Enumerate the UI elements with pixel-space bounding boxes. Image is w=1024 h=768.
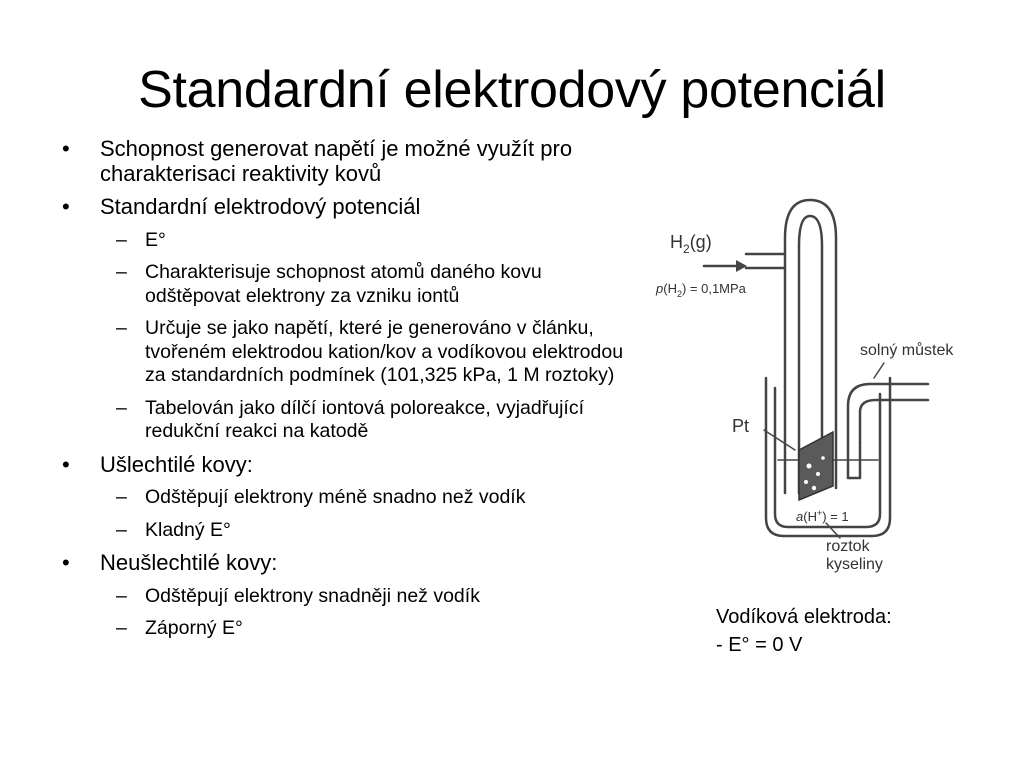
- platinum-label: Pt: [732, 416, 750, 436]
- salt-bridge-inner: [860, 400, 928, 443]
- sub-bullet-text: E°: [145, 228, 166, 251]
- sub-bullet-marker: –: [116, 396, 127, 419]
- sub-bullet-item: [116, 585, 637, 609]
- bullet-list: [62, 137, 637, 650]
- sub-bullet-item: [116, 397, 637, 444]
- sub-bullet-text: Kladný E°: [145, 518, 231, 541]
- sub-bullet-text: Tabelován jako dílčí iontová poloreakce, vyjadřující redukční reakci na katodě: [145, 396, 584, 442]
- bullet-item: [62, 453, 637, 478]
- activity-label: a(H+) = 1: [796, 508, 849, 524]
- pressure-label: $p(H_2) = 0,1MPa$: [656, 281, 746, 299]
- inlet-arrowhead: [736, 260, 747, 272]
- sub-bullet-marker: –: [116, 584, 127, 607]
- acid-solution-label-line1: roztok: [826, 538, 870, 555]
- figure-caption: [716, 603, 892, 659]
- sub-bullet-item: [116, 317, 637, 388]
- bullet-marker: •: [62, 550, 70, 575]
- sub-bullet-marker: –: [116, 486, 127, 508]
- sub-bullet-item: [116, 486, 565, 510]
- gas-inlet: [746, 254, 785, 268]
- sub-bullet-text: Odštěpují elektrony snadněji než vodík: [145, 584, 480, 607]
- bullet-marker: •: [62, 194, 70, 219]
- slide-title: Standardní elektrodový potenciál: [138, 61, 886, 119]
- bullet-item: [62, 195, 637, 220]
- sub-bullet-marker: –: [116, 617, 127, 639]
- hydrogen-electrode-figure: [648, 188, 993, 583]
- sub-bullet-text: Odštěpují elektrony méně snadno než vodík: [145, 486, 526, 508]
- caption-line-2: - E° = 0 V: [716, 634, 803, 656]
- sub-bullet-item: [116, 519, 637, 543]
- bullet-item: [62, 551, 637, 576]
- salt-bridge-leader-line: [874, 363, 884, 378]
- sub-bullet-marker: –: [116, 317, 127, 339]
- bullet-text: Ušlechtilé kovy:: [100, 451, 253, 477]
- h2-gas-label: $H_2(g)$: [670, 232, 712, 256]
- bullet-marker: •: [62, 136, 70, 161]
- acid-solution-label-line2: kyseliny: [826, 556, 883, 573]
- sub-bullet-item: [116, 617, 637, 641]
- caption-line-1: Vodíková elektroda:: [716, 606, 892, 628]
- sub-bullet-marker: –: [116, 228, 127, 251]
- pt-leader-line: [764, 430, 795, 450]
- sub-bullet-marker: –: [116, 518, 127, 541]
- bullet-text: Standardní elektrodový potenciál: [100, 194, 421, 219]
- salt-bridge-label: solný můstek: [860, 342, 954, 359]
- sub-bullet-text: Určuje se jako napětí, které je generováno v článku, tvořeném elektrodou kation/kov a vodíkovou elektrodou za standardních podmínek (101,325 kPa, 1 M roztoky): [145, 317, 624, 386]
- hydrogen-electrode-diagram: [648, 188, 993, 583]
- bullet-text: Schopnost generovat napětí je možné využít pro charakterisaci reaktivity kovů: [100, 136, 573, 186]
- bullet-marker: •: [62, 451, 70, 477]
- bullet-text: Neušlechtilé kovy:: [100, 550, 278, 575]
- sub-bullet-text: Charakterisuje schopnost atomů daného kovu odštěpovat elektrony za vzniku iontů: [145, 261, 542, 307]
- bullet-item: [62, 137, 637, 186]
- sub-bullet-text: Záporný E°: [145, 617, 243, 639]
- sub-bullet-item: [116, 261, 637, 308]
- sub-bullet-item: [116, 229, 637, 253]
- sub-bullet-marker: –: [116, 261, 127, 283]
- platinum-plate: [799, 432, 833, 500]
